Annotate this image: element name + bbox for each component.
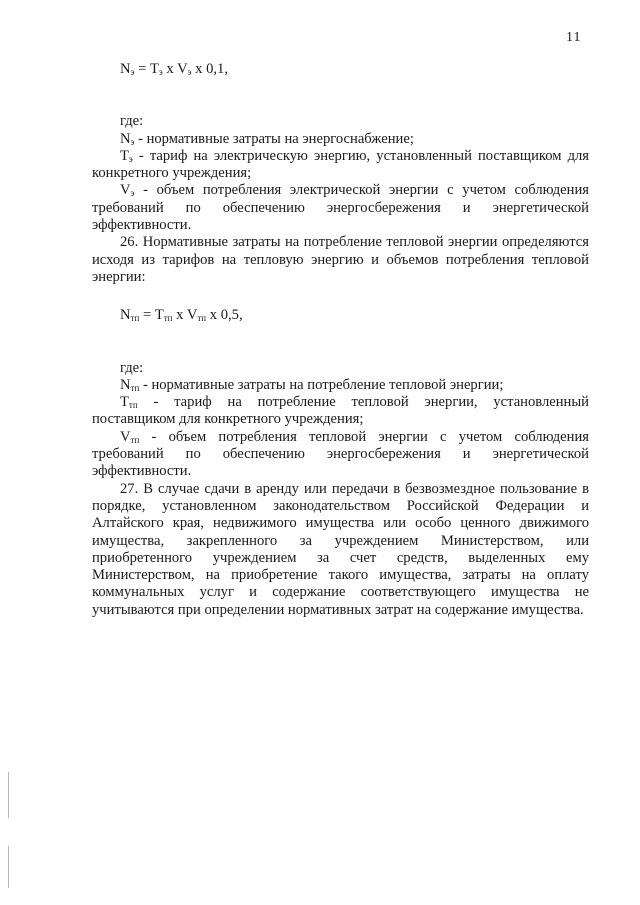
formula-1-t: = T xyxy=(134,61,159,77)
formula-2-n: N xyxy=(120,307,131,324)
formula-2-t-sub: тп xyxy=(163,313,173,324)
definition-n-electricity: $N_э$ - нормативные затраты на энергоснабжение; xyxy=(120,130,414,147)
clause-26: 26. Нормативные затраты на потребление тепловой энергии определяются исходя из тарифов на тепловую энергию и объемов потребления тепловой энергии: xyxy=(92,234,589,285)
formula-2-v: x V xyxy=(172,307,198,324)
formula-1-v-sub: э xyxy=(187,67,192,77)
where-label-1: где: xyxy=(120,113,144,130)
formula-electricity xyxy=(92,61,589,78)
formula-1-n: N xyxy=(120,61,131,77)
formula-1-t-sub: э xyxy=(158,67,163,77)
formula-heat xyxy=(92,307,589,324)
definition-v-electricity: $V_э$ - объем потребления электрической энергии с учетом соблюдения требований по обеспечению энергосбережения и энергетической эффективности. xyxy=(92,182,589,234)
definition-n-heat: $N_{тп}$ - нормативные затраты на потребление тепловой энергии; xyxy=(120,376,504,393)
where-label-2: где: xyxy=(120,359,144,376)
margin-scan-mark-lower xyxy=(8,846,9,888)
definition-t-heat: $T_{тп}$ - тариф на потребление тепловой энергии, установленный поставщиком для конкретного учреждения; xyxy=(92,394,589,428)
formula-1-v: x V xyxy=(162,61,188,77)
clause-27: 27. В случае сдачи в аренду или передачи в безвозмездное пользование в порядке, установленном законодательством Российской Федерации и Алтайского края, недвижимого имущества или особо ценного движимого имущества, закрепленного за учреждением Министерством, или приобретенного учреждением за счет средств, выделенных ему Министерством, на приобретение такого имущества, затраты на оплату коммунальных услуг и содержание соответствующего имущества не учитываются при определении нормативных затрат на содержание имущества. xyxy=(92,480,589,618)
formula-2-tail: x 0,5, xyxy=(206,307,243,324)
formula-2-v-sub: тп xyxy=(197,313,207,324)
margin-scan-mark-upper xyxy=(8,772,9,818)
document-body xyxy=(92,58,589,619)
definition-t-electricity: $T_э$ - тариф на электрическую энергию, установленный поставщиком для конкретного учреждения; xyxy=(92,147,589,182)
formula-1-n-sub: э xyxy=(130,67,135,77)
formula-2-n-sub: тп xyxy=(130,313,140,324)
page-number: 11 xyxy=(566,30,582,45)
definition-v-heat: $V_{тп}$ - объем потребления тепловой энергии с учетом соблюдения требований по обеспечению энергосбережения и энергетической эффективности. xyxy=(92,428,589,480)
formula-2-t: = T xyxy=(139,307,164,324)
formula-1-tail: x 0,1, xyxy=(191,61,228,77)
